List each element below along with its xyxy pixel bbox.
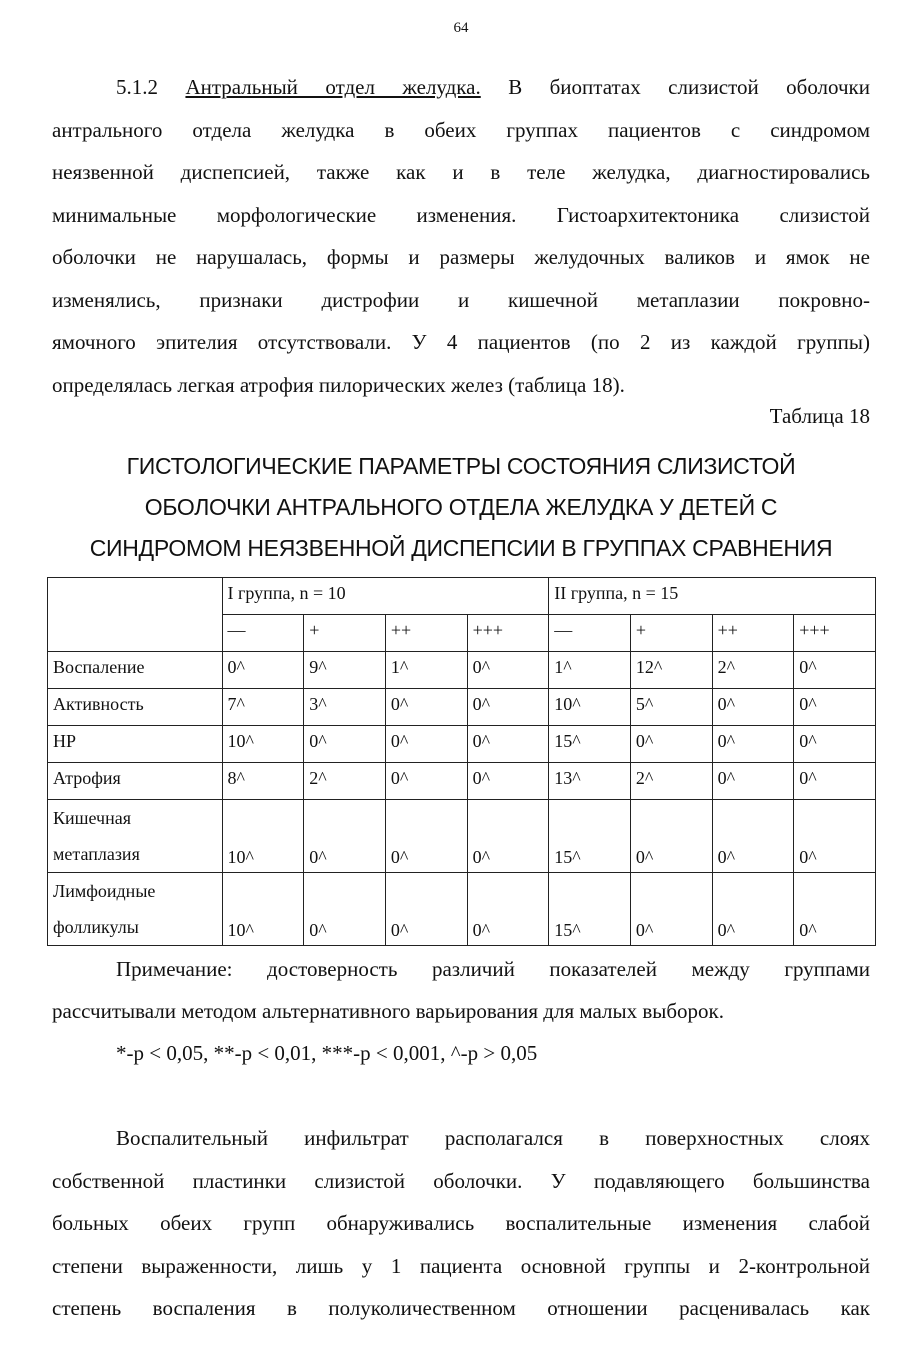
table-cell: 5^: [630, 689, 712, 726]
subheader-cell: +: [304, 615, 386, 652]
section-first-line: [52, 66, 870, 109]
subheader-cell: ++: [712, 615, 794, 652]
row-label: [48, 800, 223, 873]
table-cell: 0^: [222, 652, 304, 689]
table-cell: 0^: [385, 726, 467, 763]
table-cell: 0^: [467, 800, 549, 873]
table-label: Таблица 18: [769, 404, 870, 428]
paragraph-line: определялась легкая атрофия пилорических желез (таблица 18).: [52, 372, 625, 397]
table-cell: 0^: [794, 763, 876, 800]
row-label: [48, 873, 223, 946]
table-cell: 0^: [794, 726, 876, 763]
table-cell: 0^: [794, 689, 876, 726]
table-cell: 0^: [385, 689, 467, 726]
paragraph-line: оболочки не нарушалась, формы и размеры желудочных валиков и ямок не: [52, 245, 870, 269]
table-cell: 0^: [712, 763, 794, 800]
table-cell: 15^: [549, 800, 631, 873]
table-cell: 2^: [630, 763, 712, 800]
table-cell: 0^: [467, 726, 549, 763]
table-title-line: ГИСТОЛОГИЧЕСКИЕ ПАРАМЕТРЫ СОСТОЯНИЯ СЛИЗИСТОЙ: [126, 453, 796, 479]
page-number: 64: [453, 20, 469, 36]
table-cell: 0^: [794, 800, 876, 873]
table-title-line: ОБОЛОЧКИ АНТРАЛЬНОГО ОТДЕЛА ЖЕЛУДКА У ДЕТЕЙ С: [144, 494, 778, 520]
table-title-line: СИНДРОМОМ НЕЯЗВЕННОЙ ДИСПЕПСИИ В ГРУППАХ СРАВНЕНИЯ: [89, 535, 833, 561]
table-row: [48, 689, 876, 726]
paragraph-line: собственной пластинки слизистой оболочки. У подавляющего большинства: [52, 1168, 870, 1193]
table-cell: 2^: [712, 652, 794, 689]
table-row: [48, 726, 876, 763]
row-label: Воспаление: [48, 652, 223, 689]
row-label: НР: [48, 726, 223, 763]
table-cell: 10^: [222, 726, 304, 763]
table-cell: 10^: [549, 689, 631, 726]
table-cell: 1^: [385, 652, 467, 689]
table-cell: 0^: [467, 652, 549, 689]
row-label: Атрофия: [48, 763, 223, 800]
table-cell: 10^: [222, 800, 304, 873]
table-cell: 12^: [630, 652, 712, 689]
paragraph-line: минимальные морфологические изменения. Гистоархитектоника слизистой: [52, 202, 870, 227]
table-cell: 0^: [385, 800, 467, 873]
note-line-2: рассчитывали методом альтернативного варьирования для малых выборок.: [52, 999, 724, 1023]
paragraph-line: антрального отдела желудка в обеих группах пациентов с синдромом: [52, 117, 870, 142]
table-cell: 15^: [549, 873, 631, 946]
table-cell: 0^: [385, 763, 467, 800]
subheader-cell: ++: [385, 615, 467, 652]
table-corner-cell: [48, 578, 223, 652]
table-cell: 0^: [467, 873, 549, 946]
table-cell: 0^: [304, 873, 386, 946]
table-cell: 0^: [467, 763, 549, 800]
table-cell: 0^: [712, 800, 794, 873]
paragraph-line: Воспалительный инфильтрат располагался в поверхностных слоях: [116, 1126, 870, 1150]
note-significance: *-р < 0,05, **-р < 0,01, ***-р < 0,001, ^-р > 0,05: [116, 1041, 538, 1065]
table-cell: 0^: [385, 873, 467, 946]
table-cell: 9^: [304, 652, 386, 689]
table-row: [48, 800, 876, 873]
table-cell: 10^: [222, 873, 304, 946]
section-paragraph: [52, 66, 870, 406]
table-cell: 0^: [630, 726, 712, 763]
table-row: [48, 763, 876, 800]
second-paragraph: [52, 1117, 870, 1330]
subheader-cell: +++: [794, 615, 876, 652]
table-row: [48, 873, 876, 946]
section-heading: Антральный отдел желудка.: [185, 75, 481, 99]
paragraph-line: больных обеих групп обнаруживались воспалительные изменения слабой: [52, 1211, 870, 1235]
row-label-line: метаплазия: [53, 844, 140, 864]
table-cell: 8^: [222, 763, 304, 800]
table-note: [52, 948, 870, 1074]
row-label-line: Кишечная: [53, 808, 131, 828]
table-cell: 13^: [549, 763, 631, 800]
table-cell: 0^: [630, 800, 712, 873]
section-number: 5.1.2: [116, 75, 158, 99]
paragraph-line: В биоптатах слизистой оболочки: [508, 75, 870, 99]
table-cell: 15^: [549, 726, 631, 763]
subheader-cell: —: [549, 615, 631, 652]
table-cell: 1^: [549, 652, 631, 689]
table-cell: 0^: [712, 689, 794, 726]
group-header-1: I группа, n = 10: [222, 578, 549, 615]
subheader-cell: +++: [467, 615, 549, 652]
paragraph-line: неязвенной диспепсией, также как и в теле желудка, диагностировались: [52, 160, 870, 184]
paragraph-line: изменялись, признаки дистрофии и кишечной метаплазии покровно-: [52, 287, 870, 312]
table-row: [48, 652, 876, 689]
histology-table: [47, 577, 876, 946]
table-cell: 0^: [304, 726, 386, 763]
row-label-line: Лимфоидные: [53, 881, 156, 901]
table-title: [40, 446, 882, 569]
table-cell: 0^: [712, 873, 794, 946]
table-cell: 0^: [467, 689, 549, 726]
paragraph-line: ямочного эпителия отсутствовали. У 4 пациентов (по 2 из каждой группы): [52, 330, 870, 354]
note-line-1: Примечание: достоверность различий показателей между группами: [116, 957, 870, 981]
table-cell: 0^: [712, 726, 794, 763]
table-cell: 0^: [794, 652, 876, 689]
table-cell: 0^: [304, 800, 386, 873]
table-cell: 7^: [222, 689, 304, 726]
table-cell: 2^: [304, 763, 386, 800]
table-cell: 0^: [630, 873, 712, 946]
group-header-2: II группа, n = 15: [549, 578, 876, 615]
table-header-row: [48, 578, 876, 615]
table-cell: 3^: [304, 689, 386, 726]
row-label: Активность: [48, 689, 223, 726]
subheader-cell: —: [222, 615, 304, 652]
subheader-cell: +: [630, 615, 712, 652]
row-label-line: фолликулы: [53, 917, 139, 937]
table-cell: 0^: [794, 873, 876, 946]
paragraph-line: степени выраженности, лишь у 1 пациента основной группы и 2-контрольной: [52, 1253, 870, 1278]
paragraph-line: степень воспаления в полуколичественном отношении расценивалась как: [52, 1296, 870, 1320]
